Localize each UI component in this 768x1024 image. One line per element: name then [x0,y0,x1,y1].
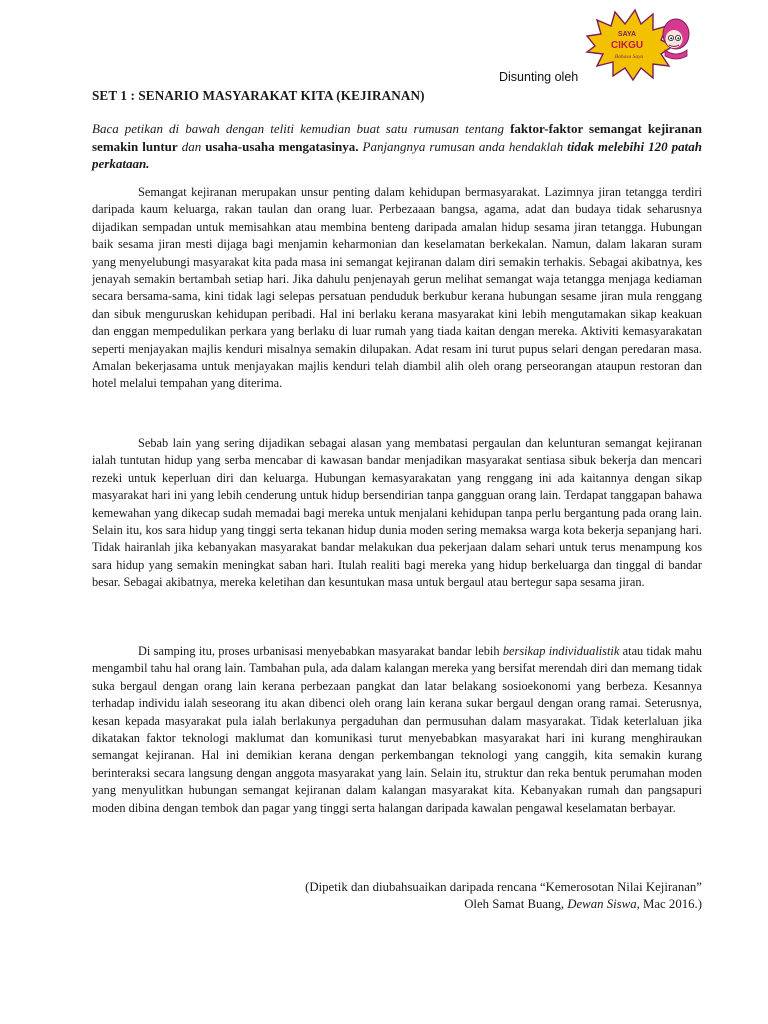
source-date: Mac 2016.) [639,896,702,911]
logo-line2: CIKGU [610,40,644,51]
instructions-text-2: dan [177,138,206,154]
instructions-word-limit: tidak melebihi 120 patah perkataan. [92,138,703,171]
instructions-emphasis-1: faktor-faktor semangat kejiranan semakin luntur [92,121,702,154]
instructions-text-3: Panjangnya rumusan anda hendaklah [358,138,568,154]
edited-by-label: Disunting oleh [499,70,579,84]
instructions-text-1: Baca petikan di bawah dengan teliti kemudian buat satu rumusan tentang [92,121,511,136]
saya-cikgu-logo-icon [583,6,691,84]
instructions-emphasis-2: usaha-usaha mengatasinya. [205,138,359,154]
instructions [92,120,702,173]
paragraph-1: Semangat kejiranan merupakan unsur penting dalam kehidupan bermasyarakat. Lazimnya jiran tetangga terdiri daripada kaum keluarga, rakan taulan dan orang luar. Perbezaaan bangsa, agama, adat dan budaya tidak seharusnya dijadikan sempadan untuk memisahkan atau membina benteng daripada amalan hidup sesama jiran tetangga. Hubungan baik sesama jiran mesti dijaga bagi menjamin keharmonian dan keselamatan berkekalan. Namun, dalam lakaran suram yang menyelubungi masyarakat kita pada masa ini semangat kejiranan dalam diri semakin terhakis. Sebagai akibatnya, kes jenayah semakin bertambah setiap hari. Jika dahulu penjenayah gerun melihat semangat waja tetangga menjaga kediaman secara bersama-sama, kini tidak lagi selepas persatuan penduduk berkubur kerana hubungan sesame jiran mula renggang dan sibuk menguruskan kehidupan peribadi. Hal ini berlaku kerana masyarakat kini lebih mengutamakan sikap keakuan dan enggan mempedulikan perkara yang berlaku di luar rumah yang tiada kaitan dengan mereka. Aktiviti kemasyarakatan seperti menjayakan majlis kenduri misalnya semakin dilupakan. Adat resam ini turut pupus selari dengan peredaran masa. Amalan bekerjasama untuk menjayakan majlis kenduri telah diambil alih oleh orang perseorangan ataupun restoran dan hotel melalui tempahan yang diterima. [92,185,702,391]
paragraph-3-text-2: atau tidak mahu mengambil tahu hal orang lain. Tambahan pula, ada dalam kalangan mereka yang bersifat merendah diri dan memang tidak suka bergaul dengan orang lain kerana perbezaan pangkat dan latar belakang sosioekonomi yang berbeza. Kesannya terhadap individu ialah seseorang itu akan dibenci oleh orang lain kerana sukar bergaul dengan orang ramai. Seterusnya, kesan kepada masyarakat pula ialah berlakunya pergaduhan dan permusuhan dalam masyarakat. Tidak keterlaluan jika dikatakan faktor teknologi maklumat dan komunikasi turut menyebabkan masyarakat hari ini kurang menghiraukan semangat kejiranan. Hal ini demikian kerana dengan perkembangan teknologi yang canggih, kita semakin kurang berinteraksi secara langsung dengan anggota masyarakat yang lain. Selain itu, struktur dan reka bentuk perumahan moden yang menyulitkan hubungan semangat kejiranan dalam kalangan masyarakat kita. Kebanyakan rumah dan pangsapuri moden dibina dengan tembok dan pagar yang tinggi serta halangan daripada kawalan pengawal keselamatan berbayar. [92,644,702,815]
source-line-1: (Dipetik dan diubahsuaikan daripada rencana “Kemerosotan Nilai Kejiranan” [305,880,702,894]
logo-line3: Bahasa Saya [614,54,644,60]
paragraph-2: Sebab lain yang sering dijadikan sebagai alasan yang membatasi pergaulan dan kelunturan semangat kejiranan ialah tuntutan hidup yang serba mencabar di kawasan bandar menjadikan masyarakat sentiasa sibuk bekerja dan mencari rezeki untuk keperluan diri dan keluarga. Hubungan kemasyarakatan yang renggang ini ada kaitannya dengan sikap masyarakat hari ini yang lebih cenderung untuk hidup bersendirian tanpa gangguan orang lain. Terdapat tanggapan bahawa kemewahan yang dikecap sudah memadai bagi mereka untuk menjalani kehidupan tanpa perlu bergantung pada orang lain. Selain itu, kos sara hidup yang tinggi serta tekanan hidup dunia moden sering memaksa warga kota bekerja sepanjang hari. Tidak hairanlah jika kebanyakan masyarakat bandar melakukan dua pekerjaan dalam sehari untuk terus menampung kos sara hidup yang semakin meningkat saban hari. Itulah realiti bagi mereka yang hidup berkeluarga dan tinggal di bandar besar. Sebagai akibatnya, mereka keletihan dan kesuntukan masa untuk bergaul atau bertegur sapa sesama jiran. [92,436,702,590]
page-title: SET 1 : SENARIO MASYARAKAT KITA (KEJIRANAN) [92,88,425,103]
paragraph-3-emphasis: bersikap individualistik [502,644,620,658]
source-line-2 [305,896,702,913]
paragraph-3 [92,643,702,817]
source-publication: Dewan Siswa, [567,896,640,911]
source-citation [305,879,702,912]
logo-line1: SAYA [617,31,637,38]
source-author: Oleh Samat Buang, [464,896,568,911]
paragraph-3-text-1: Di samping itu, proses urbanisasi menyebabkan masyarakat bandar lebih [138,644,503,658]
